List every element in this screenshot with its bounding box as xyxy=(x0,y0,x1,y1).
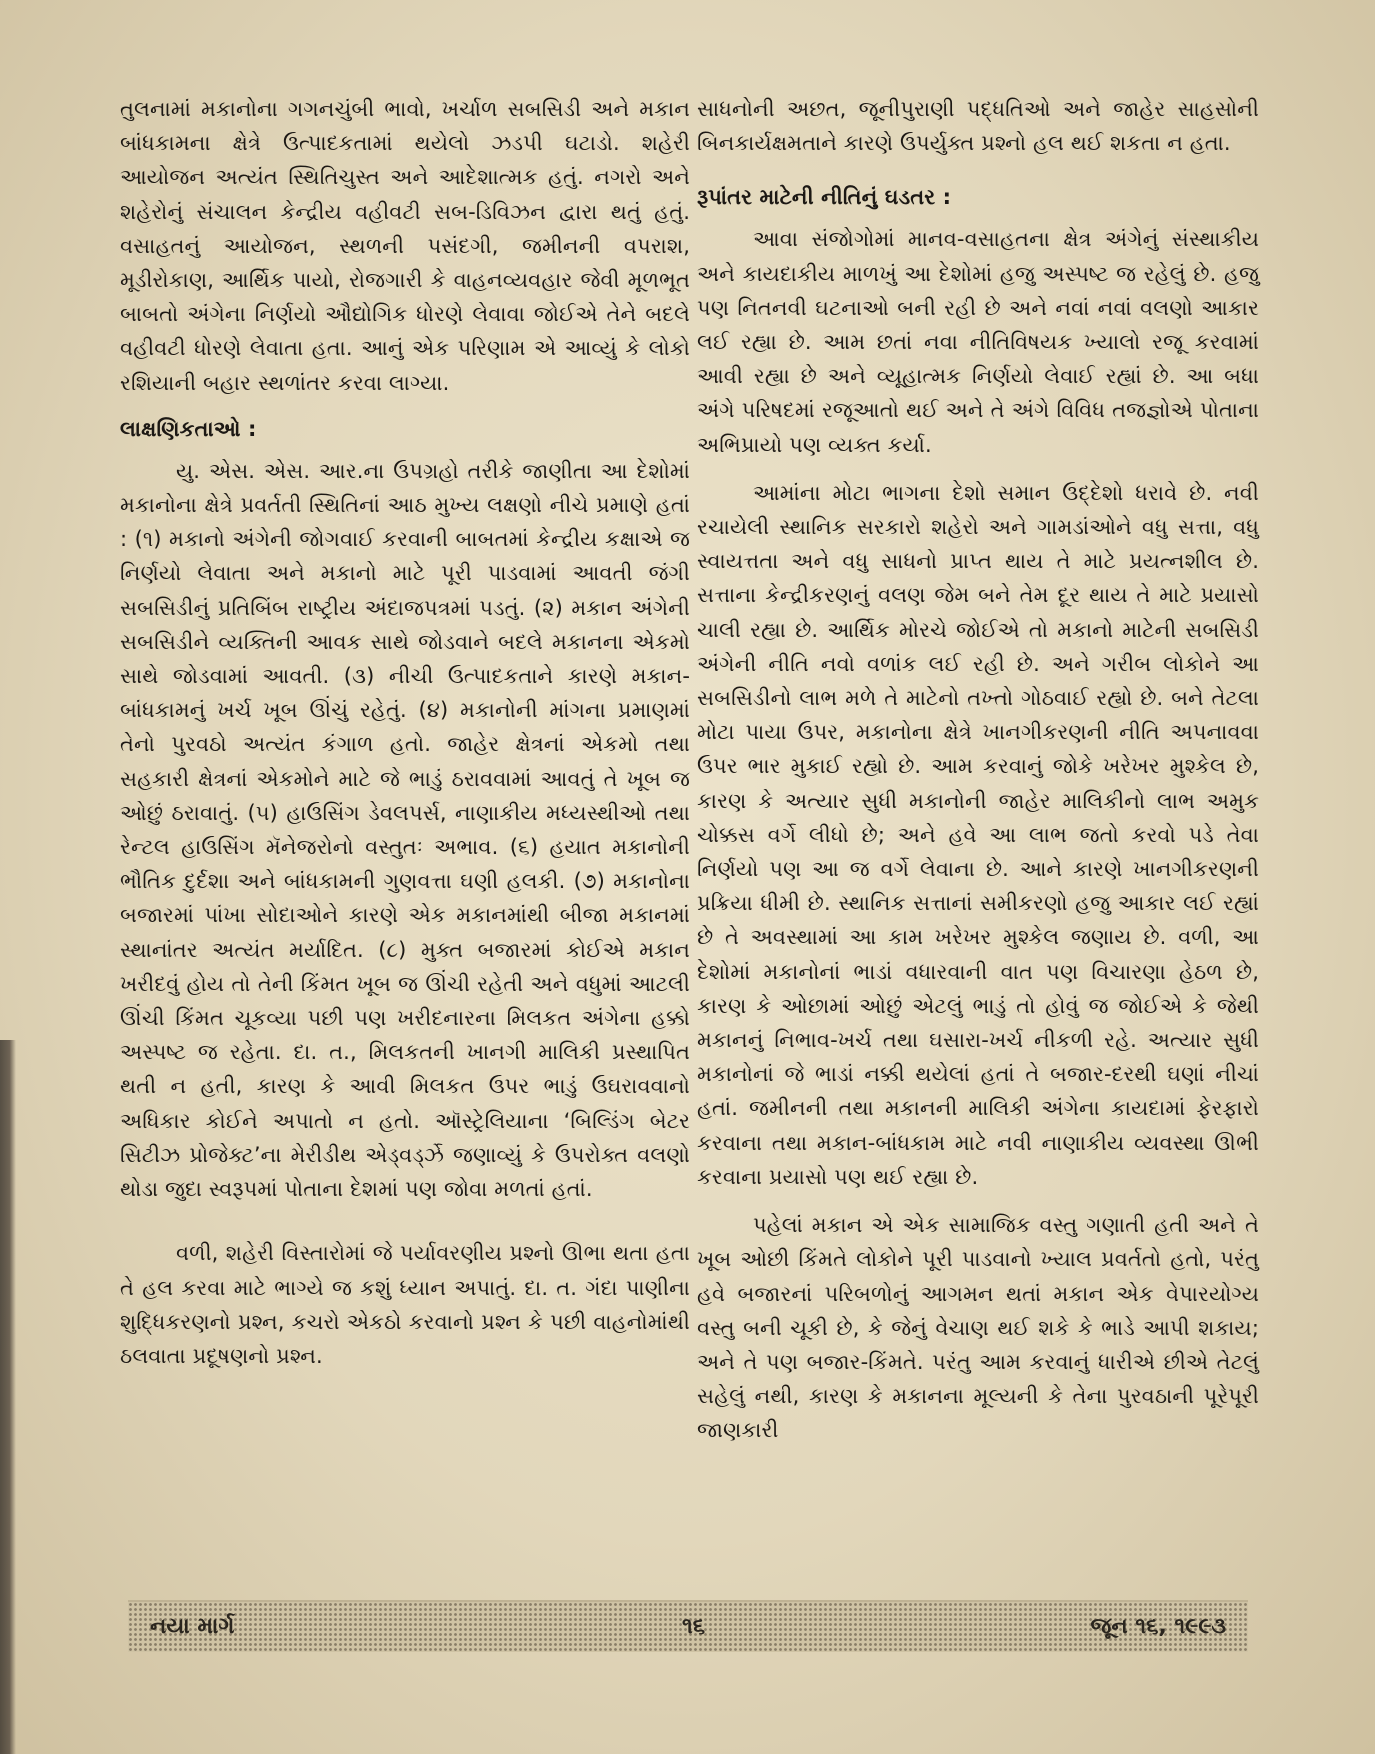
right-paragraph-2: આવા સંજોગોમાં માનવ-વસાહતના ક્ષેત્ર અંગેનું સંસ્થાકીય અને કાયદાકીય માળખું આ દેશોમાં હજુ અસ્પષ્ટ જ રહેલું છે. હજુ પણ નિતનવી ઘટનાઓ બની રહી છે અને નવાં નવાં વલણો આકાર લઈ રહ્યા છે. આમ છતાં નવા નીતિવિષયક ખ્યાલો રજૂ કરવામાં આવી રહ્યા છે અને વ્યૂહાત્મક નિર્ણયો લેવાઈ રહ્યાં છે. આ બધા અંગે પરિષદમાં રજૂઆતો થઈ અને તે અંગે વિવિધ તજજ્ઞોએ પોતાના અભિપ્રાયો પણ વ્યક્ત કર્યા. xyxy=(697,227,1259,457)
torn-page-edge xyxy=(0,1040,16,1754)
right-column xyxy=(697,92,1259,1448)
page-footer xyxy=(128,1600,1248,1652)
footer-date: જૂન ૧૬, ૧૯૯૩ xyxy=(1090,1614,1226,1639)
section-heading-policy: રૂપાંતર માટેની નીતિનું ઘડતર : xyxy=(697,185,952,210)
left-paragraph-3: વળી, શહેરી વિસ્તારોમાં જે પર્યાવરણીય પ્રશ્નો ઊભા થતા હતા તે હલ કરવા માટે ભાગ્યે જ કશું ધ્યાન અપાતું. દા. ત. ગંદા પાણીના શુદ્ધિકરણનો પ્રશ્ન, કચરો એકઠો કરવાનો પ્રશ્ન કે પછી વાહનોમાંથી ઠલવાતા પ્રદૂષણનો પ્રશ્ન. xyxy=(120,1241,690,1368)
left-paragraph-1: તુલનામાં મકાનોના ગગનચુંબી ભાવો, ખર્ચાળ સબસિડી અને મકાન બાંધકામના ક્ષેત્રે ઉત્પાદકતામાં થયેલો ઝડપી ઘટાડો. શહેરી આયોજન અત્યંત સ્થિતિચુસ્ત અને આદેશાત્મક હતું. નગરો અને શહેરોનું સંચાલન કેન્દ્રીય વહીવટી સબ-ડિવિઝન દ્વારા થતું હતું. વસાહતનું આયોજન, સ્થળની પસંદગી, જમીનની વપરાશ, મૂડીરોકાણ, આર્થિક પાયો, રોજગારી કે વાહનવ્યવહાર જેવી મૂળભૂત બાબતો અંગેના નિર્ણયો ઔદ્યોગિક ધોરણે લેવાવા જોઈએ તેને બદલે વહીવટી ધોરણે લેવાતા હતા. આનું એક પરિણામ એ આવ્યું કે લોકો રશિયાની બહાર સ્થળાંતર કરવા લાગ્યા. xyxy=(120,97,690,395)
footer-page-number: ૧૬ xyxy=(682,1614,706,1639)
footer-magazine-name: નયા માર્ગ xyxy=(150,1614,235,1639)
right-paragraph-1: સાધનોની અછત, જૂનીપુરાણી પદ્ધતિઓ અને જાહેર સાહસોની બિનકાર્યક્ષમતાને કારણે ઉપર્યુક્ત પ્રશ્નો હલ થઈ શકતા ન હતા. xyxy=(697,97,1259,156)
section-heading-characteristics: લાક્ષણિકતાઓ : xyxy=(120,416,257,441)
left-paragraph-2: યુ. એસ. એસ. આર.ના ઉપગ્રહો તરીકે જાણીતા આ દેશોમાં મકાનોના ક્ષેત્રે પ્રવર્તતી સ્થિતિનાં આઠ મુખ્ય લક્ષણો નીચે પ્રમાણે હતાં : (૧) મકાનો અંગેની જોગવાઈ કરવાની બાબતમાં કેન્દ્રીય કક્ષાએ જ નિર્ણયો લેવાતા અને મકાનો માટે પૂરી પાડવામાં આવતી જંગી સબસિડીનું પ્રતિબિંબ રાષ્ટ્રીય અંદાજપત્રમાં પડતું. (૨) મકાન અંગેની સબસિડીને વ્યક્તિની આવક સાથે જોડવાને બદલે મકાનના એકમો સાથે જોડવામાં આવતી. (૩) નીચી ઉત્પાદકતાને કારણે મકાન-બાંધકામનું ખર્ચ ખૂબ ઊંચું રહેતું. (૪) મકાનોની માંગના પ્રમાણમાં તેનો પુરવઠો અત્યંત કંગાળ હતો. જાહેર ક્ષેત્રનાં એકમો તથા સહકારી ક્ષેત્રનાં એકમોને માટે જે ભાડું ઠરાવવામાં આવતું તે ખૂબ જ ઓછું ઠરાવાતું. (૫) હાઉસિંગ ડેવલપર્સ, નાણાકીય મધ્યસ્થીઓ તથા રેન્ટલ હાઉસિંગ મૅનેજરોનો વસ્તુતઃ અભાવ. (૬) હયાત મકાનોની ભૌતિક દુર્દશા અને બાંધકામની ગુણવત્તા ઘણી હલકી. (૭) મકાનોના બજારમાં પાંખા સોદાઓને કારણે એક મકાનમાંથી બીજા મકાનમાં સ્થાનાંતર અત્યંત મર્યાદિત. (૮) મુક્ત બજારમાં કોઈએ મકાન ખરીદવું હોય તો તેની કિંમત ખૂબ જ ઊંચી રહેતી અને વધુમાં આટલી ઊંચી કિંમત ચૂકવ્યા પછી પણ ખરીદનારના મિલકત અંગેના હક્કો અસ્પષ્ટ જ રહેતા. દા. ત., મિલકતની ખાનગી માલિકી પ્રસ્થાપિત થતી ન હતી, કારણ કે આવી મિલકત ઉપર ભાડું ઉઘરાવવાનો અધિકાર કોઈને અપાતો ન હતો. ઑસ્ટ્રેલિયાના ‘બિલ્ડિંગ બેટર સિટીઝ પ્રોજેક્ટ’ના મેરીડીથ એડ્વર્ડ્ઝે જણાવ્યું કે ઉપરોક્ત વલણો થોડા જુદા સ્વરૂપમાં પોતાના દેશમાં પણ જોવા મળતાં હતાં. xyxy=(120,458,690,1202)
right-paragraph-3: આમાંના મોટા ભાગના દેશો સમાન ઉદ્દેશો ધરાવે છે. નવી રચાયેલી સ્થાનિક સરકારો શહેરો અને ગામડાંઓને વધુ સત્તા, વધુ સ્વાયત્તતા અને વધુ સાધનો પ્રાપ્ત થાય તે માટે પ્રયત્નશીલ છે. સત્તાના કેન્દ્રીકરણનું વલણ જેમ બને તેમ દૂર થાય તે માટે પ્રયાસો ચાલી રહ્યા છે. આર્થિક મોરચે જોઈએ તો મકાનો માટેની સબસિડી અંગેની નીતિ નવો વળાંક લઈ રહી છે. અને ગરીબ લોકોને આ સબસિડીનો લાભ મળે તે માટેનો તખ્તો ગોઠવાઈ રહ્યો છે. બને તેટલા મોટા પાયા ઉપર, મકાનોના ક્ષેત્રે ખાનગીકરણની નીતિ અપનાવવા ઉપર ભાર મુકાઈ રહ્યો છે. આમ કરવાનું જોકે ખરેખર મુશ્કેલ છે, કારણ કે અત્યાર સુધી મકાનોની જાહેર માલિકીનો લાભ અમુક ચોક્કસ વર્ગે લીધો છે; અને હવે આ લાભ જતો કરવો પડે તેવા નિર્ણયો પણ આ જ વર્ગે લેવાના છે. આને કારણે ખાનગીકરણની પ્રક્રિયા ધીમી છે. સ્થાનિક સત્તાનાં સમીકરણો હજુ આકાર લઈ રહ્યાં છે તે અવસ્થામાં આ કામ ખરેખર મુશ્કેલ જણાય છે. વળી, આ દેશોમાં મકાનોનાં ભાડાં વધારવાની વાત પણ વિચારણા હેઠળ છે, કારણ કે ઓછામાં ઓછું એટલું ભાડું તો હોવું જ જોઈએ કે જેથી મકાનનું નિભાવ-ખર્ચ તથા ઘસારા-ખર્ચ નીકળી રહે. અત્યાર સુધી મકાનોનાં જે ભાડાં નક્કી થયેલાં હતાં તે બજાર-દરથી ઘણાં નીચાં હતાં. જમીનની તથા મકાનની માલિકી અંગેના કાયદામાં ફેરફારો કરવાના તથા મકાન-બાંધકામ માટે નવી નાણાકીય વ્યવસ્થા ઊભી કરવાના પ્રયાસો પણ થઈ રહ્યા છે. xyxy=(697,480,1259,1189)
right-paragraph-4: પહેલાં મકાન એ એક સામાજિક વસ્તુ ગણાતી હતી અને તે ખૂબ ઓછી કિંમતે લોકોને પૂરી પાડવાનો ખ્યાલ પ્રવર્તતો હતો, પરંતુ હવે બજારનાં પરિબળોનું આગમન થતાં મકાન એક વેપારયોગ્ય વસ્તુ બની ચૂકી છે, કે જેનું વેચાણ થઈ શકે કે ભાડે આપી શકાય; અને તે પણ બજાર-કિંમતે. પરંતુ આમ કરવાનું ધારીએ છીએ તેટલું સહેલું નથી, કારણ કે મકાનના મૂલ્યની કે તેના પુરવઠાની પૂરેપૂરી જાણકારી xyxy=(697,1213,1259,1443)
left-column xyxy=(120,92,690,1373)
